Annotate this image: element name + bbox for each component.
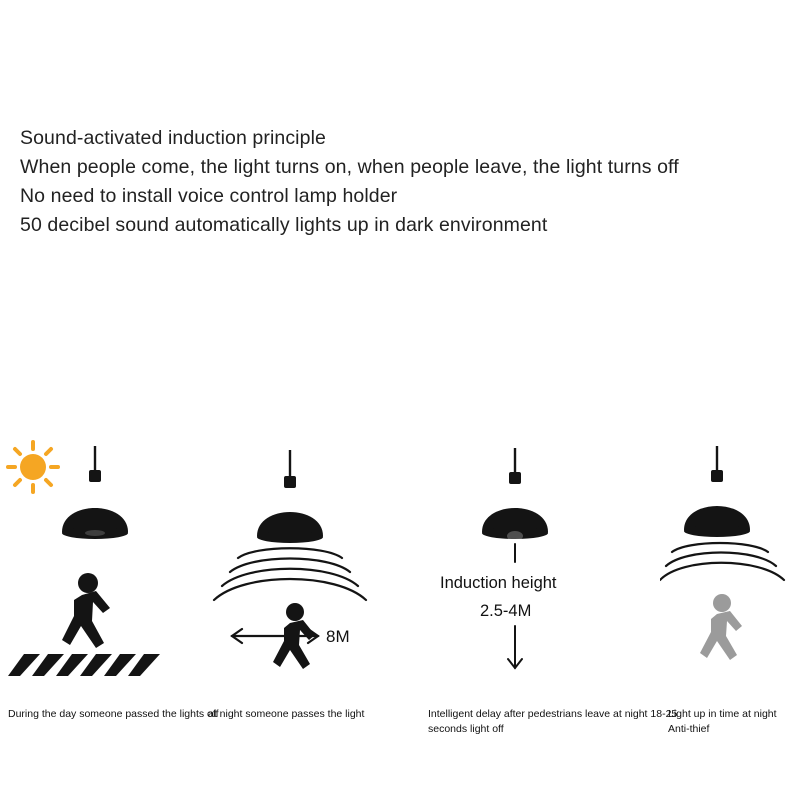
sound-wave-icon — [660, 543, 784, 580]
panel-delay-off — [420, 440, 678, 760]
headline-line-1: Sound-activated induction principle — [20, 127, 326, 149]
panel-anti-thief-caption-line-1: Light up in time at night — [668, 708, 777, 720]
panel-anti-thief-caption — [668, 707, 800, 737]
headline-line-4: 50 decibel sound automatically lights up in dark environment — [20, 214, 548, 236]
panel-daytime-artwork — [0, 440, 200, 690]
headline-block — [20, 124, 790, 240]
panel-night-pass — [200, 440, 400, 760]
sound-wave-icon — [214, 548, 366, 600]
panel-daytime-caption: During the day someone passed the lights off — [8, 708, 219, 720]
pendant-lamp-icon — [482, 448, 548, 541]
pendant-lamp-icon — [257, 450, 323, 543]
panel-anti-thief-caption-line-2: Anti-thief — [668, 723, 710, 735]
pendant-lamp-icon — [62, 446, 128, 539]
illustration-row — [0, 440, 800, 760]
panel-delay-off-caption: Intelligent delay after pedestrians leave at night 18-25 seconds light off — [428, 708, 678, 735]
headline-line-3: No need to install voice control lamp holder — [20, 185, 398, 207]
panel-anti-thief — [660, 440, 800, 760]
sun-icon — [8, 442, 58, 492]
panel-daytime — [0, 440, 219, 760]
walking-person-icon — [62, 573, 110, 648]
walking-person-icon — [700, 594, 742, 660]
distance-label: 8M — [326, 627, 350, 646]
panel-delay-off-artwork — [420, 440, 620, 690]
headline-line-2: When people come, the light turns on, when people leave, the light turns off — [20, 156, 679, 178]
panel-night-pass-artwork — [200, 440, 400, 690]
pendant-lamp-icon — [684, 446, 750, 537]
panel-anti-thief-artwork — [660, 440, 800, 690]
induction-height-title: Induction height — [440, 574, 557, 592]
crosswalk-icon — [8, 654, 160, 676]
induction-height-value: 2.5-4M — [480, 602, 532, 620]
panel-night-pass-caption: at night someone passes the light — [208, 708, 365, 720]
